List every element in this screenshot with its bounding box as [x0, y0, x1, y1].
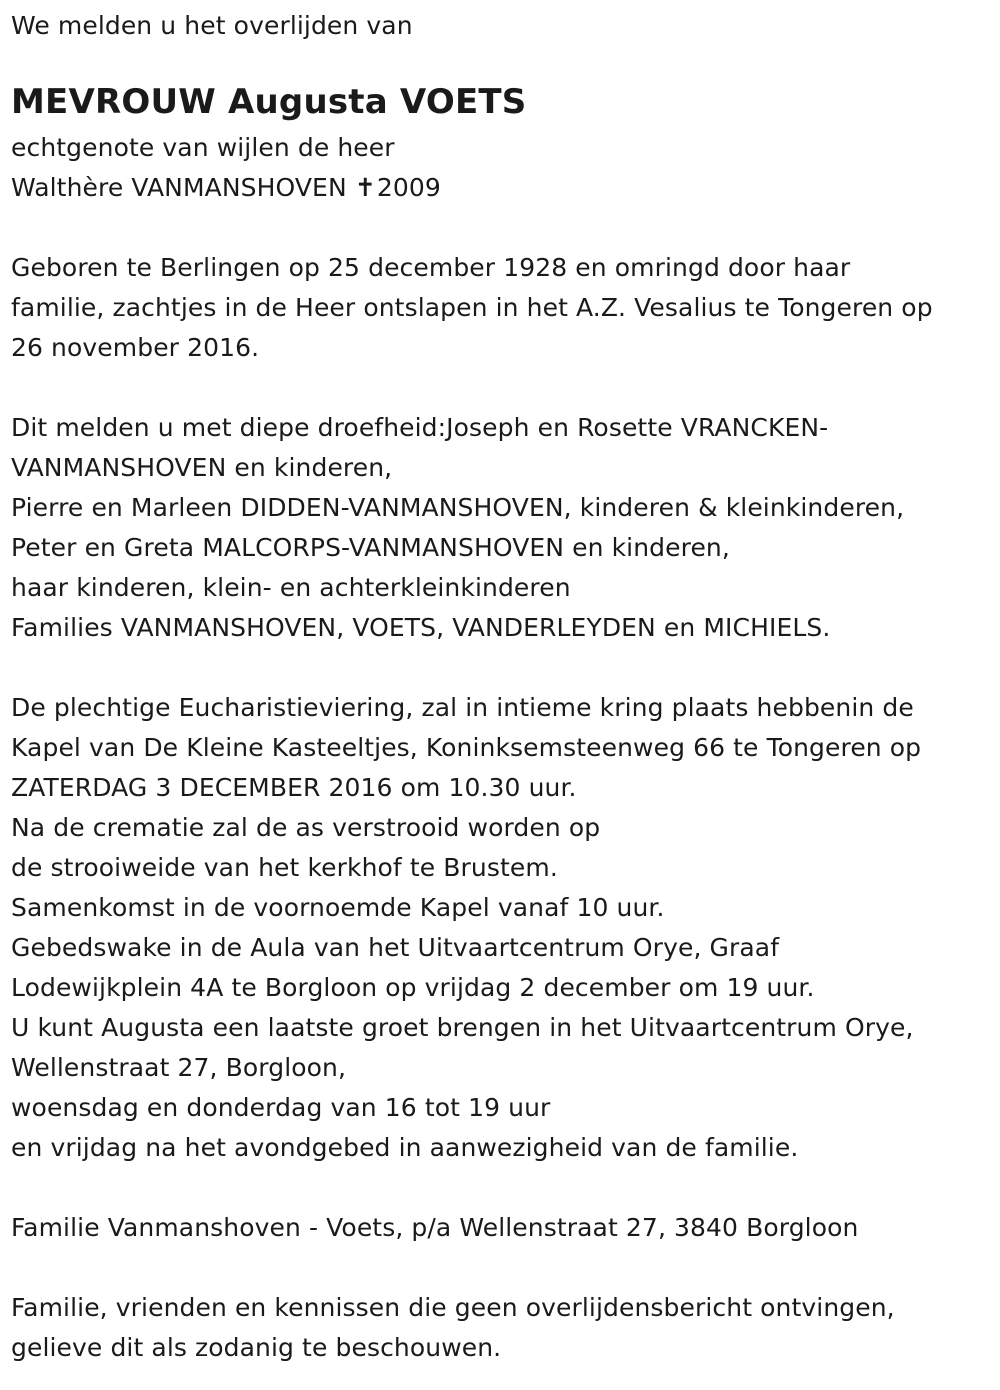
ceremony-paragraph: [11, 688, 1000, 1168]
paragraph-line: Samenkomst in de voornoemde Kapel vanaf 10 uur.: [11, 893, 665, 922]
paragraph-line: U kunt Augusta een laatste groet brengen in het Uitvaartcentrum Orye,: [11, 1013, 914, 1042]
closing-paragraph: [11, 1288, 1000, 1368]
cross-icon: ✝: [354, 173, 376, 202]
spacer: [11, 368, 1000, 408]
paragraph-line: Na de crematie zal de as verstrooid worden op: [11, 813, 601, 842]
spouse-death-year: 2009: [376, 173, 441, 202]
paragraph-line: familie, zachtjes in de Heer ontslapen in het A.Z. Vesalius te Tongeren op: [11, 293, 933, 322]
paragraph-line: Peter en Greta MALCORPS-VANMANSHOVEN en kinderen,: [11, 533, 730, 562]
spouse-line-1: echtgenote van wijlen de heer: [11, 133, 395, 162]
spouse-line-2: [11, 168, 1000, 208]
paragraph-line: Lodewijkplein 4A te Borgloon op vrijdag 2 december om 19 uur.: [11, 973, 815, 1002]
intro-text: We melden u het overlijden van: [11, 11, 413, 40]
spacer: [11, 1248, 1000, 1288]
paragraph-line: woensdag en donderdag van 16 tot 19 uur: [11, 1093, 551, 1122]
paragraph-line: Wellenstraat 27, Borgloon,: [11, 1053, 347, 1082]
paragraph-line: de strooiweide van het kerkhof te Brustem.: [11, 853, 558, 882]
paragraph-line: VANMANSHOVEN en kinderen,: [11, 453, 393, 482]
paragraph-line: haar kinderen, klein- en achterkleinkinderen: [11, 573, 571, 602]
paragraph-line: ZATERDAG 3 DECEMBER 2016 om 10.30 uur.: [11, 773, 577, 802]
paragraph-line: Gebedswake in de Aula van het Uitvaartcentrum Orye, Graaf: [11, 933, 780, 962]
paragraph-line: gelieve dit als zodanig te beschouwen.: [11, 1333, 502, 1362]
family-paragraph: [11, 408, 1000, 648]
paragraph-line: Families VANMANSHOVEN, VOETS, VANDERLEYDEN en MICHIELS.: [11, 613, 831, 642]
spacer: [11, 648, 1000, 688]
paragraph-line: De plechtige Eucharistieviering, zal in intieme kring plaats hebbenin de: [11, 693, 914, 722]
family-address: Familie Vanmanshoven - Voets, p/a Wellenstraat 27, 3840 Borgloon: [11, 1213, 859, 1242]
paragraph-line: Familie, vrienden en kennissen die geen overlijdensbericht ontvingen,: [11, 1293, 895, 1322]
paragraph-line: Geboren te Berlingen op 25 december 1928 en omringd door haar: [11, 253, 851, 282]
paragraph-line: Pierre en Marleen DIDDEN-VANMANSHOVEN, kinderen & kleinkinderen,: [11, 493, 905, 522]
spouse-name: Walthère VANMANSHOVEN: [11, 173, 355, 202]
spacer: [11, 208, 1000, 248]
paragraph-line: en vrijdag na het avondgebed in aanwezigheid van de familie.: [11, 1133, 799, 1162]
deceased-name: MEVROUW Augusta VOETS: [11, 82, 527, 122]
birth-paragraph: [11, 248, 1000, 368]
paragraph-line: 26 november 2016.: [11, 333, 260, 362]
paragraph-line: Dit melden u met diepe droefheid:Joseph en Rosette VRANCKEN-: [11, 413, 829, 442]
paragraph-line: Kapel van De Kleine Kasteeltjes, Koninksemsteenweg 66 te Tongeren op: [11, 733, 922, 762]
spacer: [11, 1168, 1000, 1208]
